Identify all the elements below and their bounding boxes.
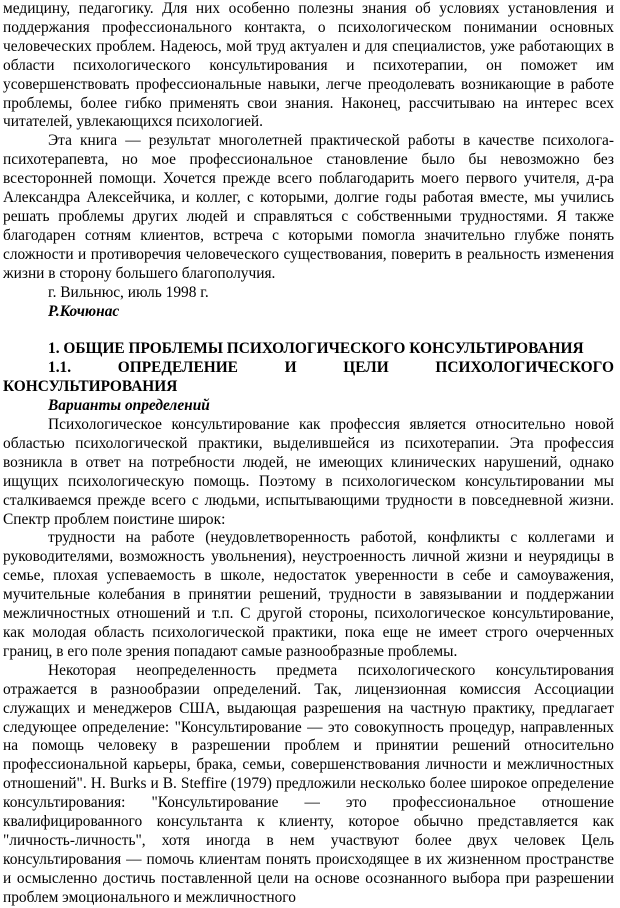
section-heading-line1: 1.1. ОПРЕДЕЛЕНИЕ И ЦЕЛИ ПСИХОЛОГИЧЕСКОГО xyxy=(48,359,614,377)
subsection-heading: Варианты определений xyxy=(48,397,210,415)
section-heading-line2: КОНСУЛЬТИРОВАНИЯ xyxy=(3,378,178,396)
chapter-heading: 1. ОБЩИЕ ПРОБЛЕМЫ ПСИХОЛОГИЧЕСКОГО КОНСУЛЬТИРОВАНИЯ xyxy=(48,340,584,358)
place-and-date: г. Вильнюс, июль 1998 г. xyxy=(48,283,209,301)
author-signature: Р.Кочюнас xyxy=(48,302,120,320)
paragraph-definitions: Некоторая неопределенность предмета психологического консультирования отражается в разнообразии определений. Так, лицензионная комиссия Ассоциации служащих и менеджеров США, выдающая разрешения на частную практику, предлагает следующее определение: "Консультирование — это совокупность процедур, направленных на помощь человеку в разрешении проблем и принятии решений относительно профессиональной карьеры, брака, семьи, совершенствования личности и межличностных отношений". H. Burks и B. Steffire (1979) предложили несколько более широкое определение консультирования: "Консультирование — это профессиональное отношение квалифицированного консультанта к клиенту, которое обычно представляется как "личность-личность", хотя иногда в нем участвуют более двух человек Цель консультирования — помочь клиентам понять происходящее в их жизненном пространстве и осмысленно достичь поставленной цели на основе осознанного выбора при разрешении проблем эмоционального и межличностного xyxy=(3,661,614,906)
paragraph-counseling-profession: Психологическое консультирование как профессия является относительно новой областью психологической практики, выделившейся из психотерапии. Эта профессия возникла в ответ на потребности людей, не имеющих клинических нарушений, однако ищущих психологическую помощь. Поэтому в психологическом консультировании мы сталкиваемся прежде всего с людьми, испытывающими трудности в повседневной жизни. Спектр проблем поистине широк: xyxy=(3,416,614,528)
paragraph-intro-end: медицину, педагогику. Для них особенно полезны знания об условиях установления и поддержания профессионального контакта, о психологическом понимании основных человеческих проблем. Надеюсь, мой труд актуален и для специалистов, уже работающих в области психологического консультирования и психотерапии, он поможет им усовершенствовать профессиональные навыки, легче преодолевать возникающие в работе проблемы, более гибко применять свои знания. Наконец, рассчитываю на интерес всех читателей, увлекающихся психологией. xyxy=(3,0,614,131)
paragraph-acknowledgements: Эта книга — результат многолетней практической работы в качестве психолога-психотерапевта, но мое профессиональное становление было бы невозможно без всесторонней помощи. Хочется прежде всего поблагодарить моего первого учителя, д-ра Александра Алексейчика, и коллег, с которыми, долгие годы работая вместе, мы учились решать проблемы других людей и справляться с собственными трудностями. Я также благодарен сотням клиентов, встреча с которыми помогла значительно глубже понять сложности и противоречия человеческого существования, поверить в реальность изменения жизни в сторону большего благополучия. xyxy=(3,132,614,282)
paragraph-problem-spectrum: трудности на работе (неудовлетворенность работой, конфликты с коллегами и руководителями, возможность увольнения), неустроенность личной жизни и неурядицы в семье, плохая успеваемость в школе, недостаток уверенности в себе и самоуважения, мучительные колебания в принятии решений, трудности в завязывании и поддержании межличностных отношений и т.п. С другой стороны, психологическое консультирование, как молодая область психологической практики, пока еще не имеет строго очерченных границ, в его поле зрения попадают самые разнообразные проблемы. xyxy=(3,529,614,660)
document-page xyxy=(3,0,614,908)
blank-line xyxy=(3,321,614,340)
